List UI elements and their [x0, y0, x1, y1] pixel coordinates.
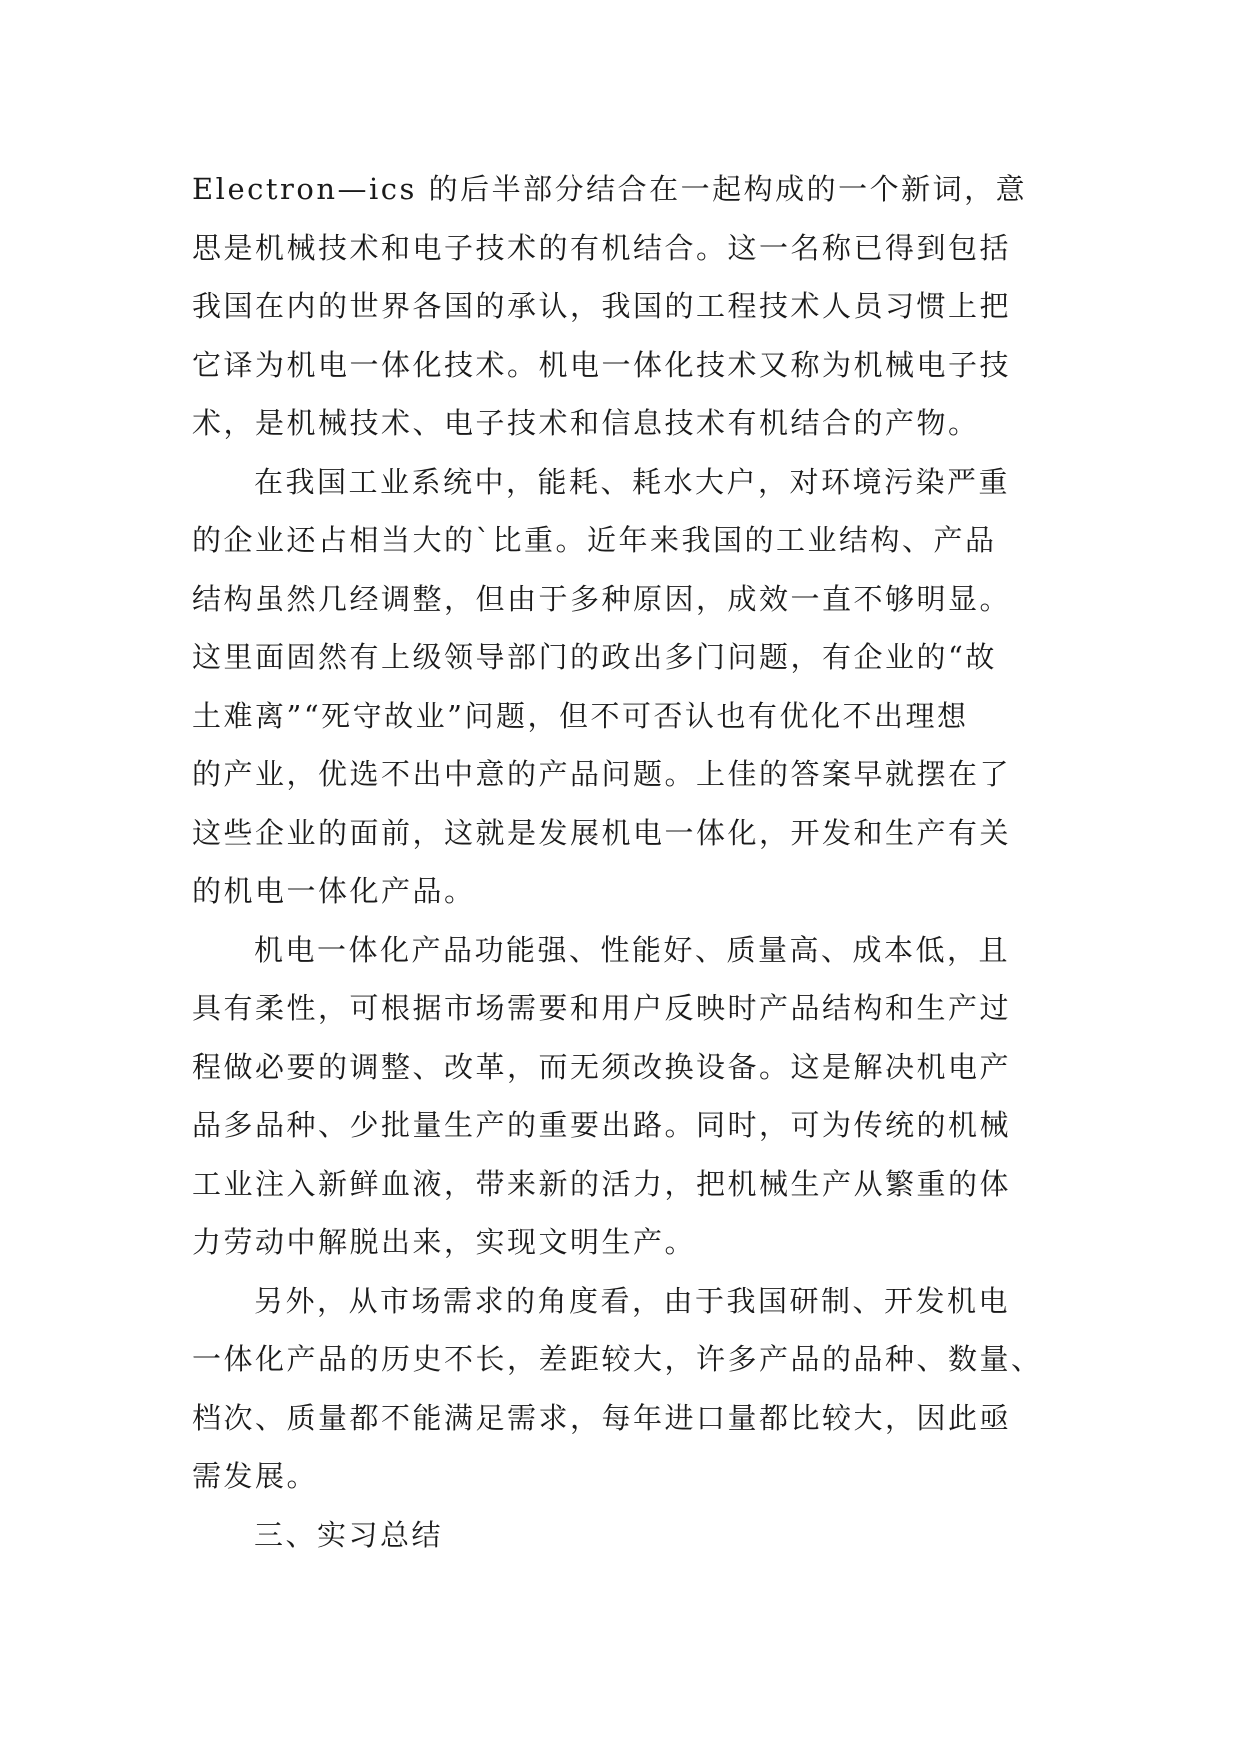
text-line: 档次、质量都不能满足需求，每年进口量都比较大，因此亟: [192, 1400, 1012, 1435]
text-line: 土难离”“死守故业”问题，但不可否认也有优化不出理想: [192, 698, 969, 733]
text-line: Electron—ics 的后半部分结合在一起构成的一个新词，意: [192, 172, 1028, 206]
section-heading: 三、实习总结: [254, 1517, 444, 1552]
text-line: 我国在内的世界各国的承认，我国的工程技术人员习惯上把: [192, 289, 1012, 323]
text-line: 工业注入新鲜血液，带来新的活力，把机械生产从繁重的体: [192, 1166, 1012, 1201]
text-line: 它译为机电一体化技术。机电一体化技术又称为机械电子技: [192, 347, 1012, 382]
text-line: 思是机械技术和电子技术的有机结合。这一名称已得到包括: [192, 230, 1012, 265]
paragraph-start-line: 另外，从市场需求的角度看，由于我国研制、开发机电: [254, 1283, 1011, 1318]
text-line: 具有柔性，可根据市场需要和用户反映时产品结构和生产过: [192, 991, 1012, 1025]
text-line: 程做必要的调整、改革，而无须改换设备。这是解决机电产: [192, 1049, 1012, 1084]
text-line: 的机电一体化产品。: [192, 874, 476, 908]
text-line: 品多品种、少批量生产的重要出路。同时，可为传统的机械: [192, 1108, 1012, 1142]
body-text: [192, 160, 1072, 1564]
text-line: 的产业，优选不出中意的产品问题。上佳的答案早就摆在了: [192, 757, 1012, 791]
text-line: 的企业还占相当大的`比重。近年来我国的工业结构、产品: [192, 523, 997, 557]
paragraph-start-line: 机电一体化产品功能强、性能好、质量高、成本低，且: [254, 932, 1011, 967]
text-line: 力劳动中解脱出来，实现文明生产。: [192, 1225, 697, 1259]
text-line: 需发展。: [192, 1459, 319, 1493]
paragraph-start-line: 在我国工业系统中，能耗、耗水大户，对环境污染严重: [254, 464, 1011, 499]
text-line: 结构虽然几经调整，但由于多种原因，成效一直不够明显。: [192, 581, 1012, 616]
text-line: 术，是机械技术、电子技术和信息技术有机结合的产物。: [192, 406, 980, 440]
text-line: 这里面固然有上级领导部门的政出多门问题，有企业的“故: [192, 640, 997, 674]
text-line: 这些企业的面前，这就是发展机电一体化，开发和生产有关: [192, 815, 1012, 850]
text-line: 一体化产品的历史不长，差距较大，许多产品的品种、数量、: [192, 1342, 1043, 1376]
